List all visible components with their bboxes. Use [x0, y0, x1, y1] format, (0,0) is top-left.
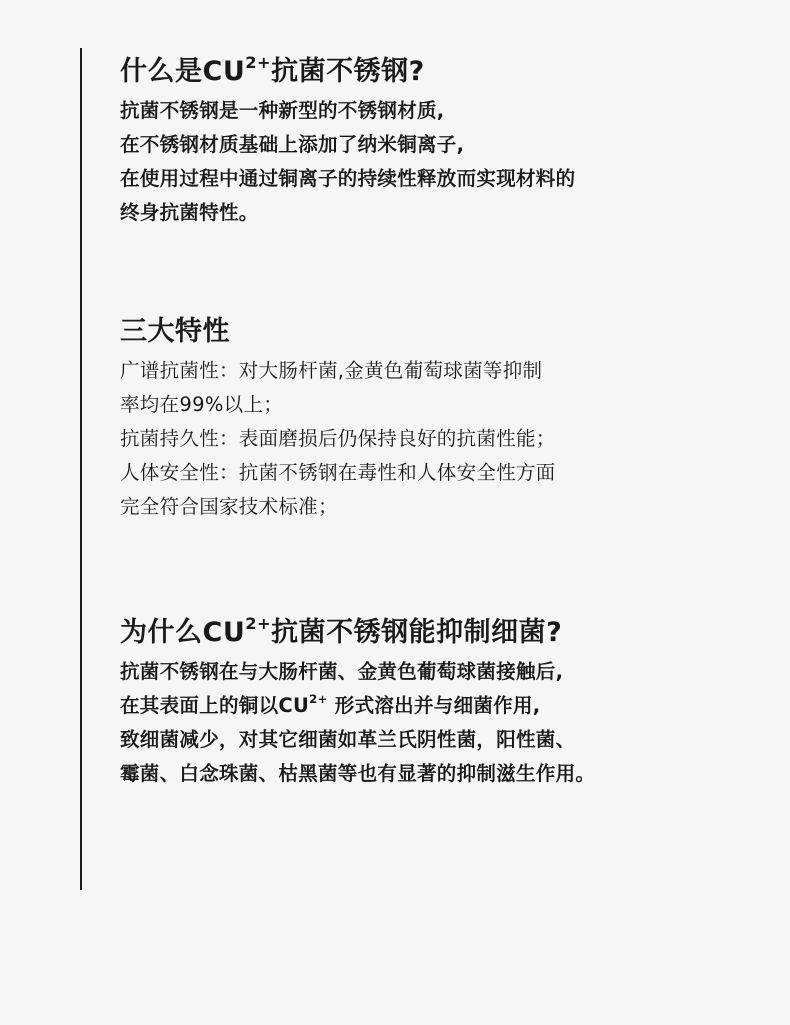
paragraph-line: 人体安全性：抗菌不锈钢在毒性和人体安全性方面 [120, 461, 556, 484]
paragraph-line: 致细菌减少，对其它细菌如革兰氏阴性菌，阳性菌、 [120, 728, 576, 751]
paragraph-line: 终身抗菌特性。 [120, 201, 259, 224]
section-three-features [120, 312, 760, 524]
paragraph-line: 抗菌不锈钢在与大肠杆菌、金黄色葡萄球菌接触后, [120, 660, 564, 683]
section-heading [120, 52, 760, 92]
section-heading [120, 613, 760, 653]
section-heading: 三大特性 [120, 316, 230, 347]
paragraph-line: 抗菌不锈钢是一种新型的不锈钢材质, [120, 99, 445, 122]
line-superscript: 2+ [309, 691, 328, 706]
line-text-suffix: 形式溶出并与细菌作用, [327, 694, 541, 717]
heading-text-suffix: 抗菌不锈钢能抑制细菌? [271, 617, 563, 648]
line-text-prefix: 在其表面上的铜以CU [120, 694, 310, 717]
heading-superscript: 2+ [245, 613, 272, 633]
section-what-is-cu-steel [120, 52, 760, 230]
paragraph-line: 在不锈钢材质基础上添加了纳米铜离子, [120, 133, 465, 156]
heading-text-prefix: 为什么CU [120, 617, 246, 648]
heading-text-suffix: 抗菌不锈钢? [271, 56, 425, 87]
paragraph-line [120, 689, 760, 723]
left-vertical-rule [80, 48, 82, 890]
paragraph-line: 霉菌、白念珠菌、枯黑菌等也有显著的抑制滋生作用。 [120, 762, 596, 785]
paragraph-line: 抗菌持久性：表面磨损后仍保持良好的抗菌性能； [120, 427, 556, 450]
heading-text-prefix: 什么是CU [120, 56, 246, 87]
paragraph-line: 完全符合国家技术标准； [120, 495, 338, 518]
heading-superscript: 2+ [245, 52, 272, 72]
section-why-inhibits-bacteria [120, 613, 760, 791]
paragraph-line: 广谱抗菌性：对大肠杆菌,金黄色葡萄球菌等抑制 [120, 359, 543, 382]
paragraph-line: 在使用过程中通过铜离子的持续性释放而实现材料的 [120, 167, 576, 190]
paragraph-line: 率均在99%以上； [120, 393, 284, 416]
